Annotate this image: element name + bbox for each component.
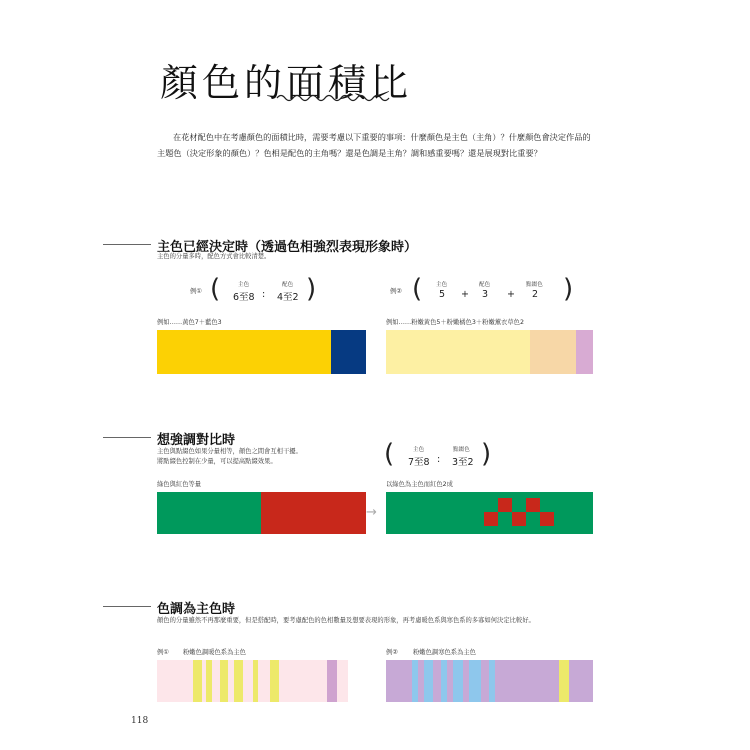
stripe-blue <box>469 660 481 702</box>
color-ratio-bar-yellow-blue <box>157 330 366 374</box>
ratio-header-main: 主色 <box>238 282 250 288</box>
color-ratio-bar-green-red-equal <box>157 492 366 534</box>
swatch-caption: 例如……粉嫩黃色5＋粉嫩橘色3＋粉嫩薰衣草色2 <box>386 319 524 326</box>
section1-title: 主色已經決定時（透過色相強烈表現形象時） <box>157 240 418 255</box>
section3-title: 色調為主色時 <box>157 602 236 617</box>
intro-paragraph: 在花材配色中在考慮顏色的面積比時，需要考慮以下重要的事項：什麼顏色是主色（主角）？什麼顏色會決定作品的主題色（決定形象的顏色）？色相是配色的主角嗎？還是色調是主角？調和感重要嗎？還是展現對比重要？ <box>157 132 591 158</box>
swatch-red <box>261 492 366 534</box>
ratio-plus: + <box>507 289 515 300</box>
ratio-header-main: 主色 <box>413 447 425 453</box>
stripe-yellow <box>193 660 202 702</box>
stripe-example2-label: 例② <box>386 649 398 656</box>
red-accent-square <box>540 512 554 526</box>
stripe-yellow <box>270 660 279 702</box>
ratio-value-sub: 3 <box>482 289 489 300</box>
title-wave-underline <box>276 92 390 104</box>
ratio-open-paren: ( <box>412 274 423 304</box>
red-accent-square <box>498 498 512 512</box>
stripe-example1-caption: 粉嫩色調暖色系為主色 <box>183 649 246 656</box>
stripe-pink <box>337 660 348 702</box>
arrow-right-icon: → <box>366 505 377 520</box>
ratio-value-accent: 3至2 <box>452 457 474 468</box>
stripe-pink <box>212 660 220 702</box>
stripe-blue <box>424 660 433 702</box>
red-accent-square <box>484 512 498 526</box>
ratio-header-sub: 配色 <box>479 282 491 288</box>
section-divider <box>103 244 151 245</box>
swatch-caption: 以綠色為主色而紅色2成 <box>386 481 453 488</box>
swatch-caption: 例如……黃色7＋藍色3 <box>157 319 222 326</box>
swatch-pale-yellow <box>386 330 530 374</box>
ratio-value-main: 5 <box>439 289 446 300</box>
swatch-blue <box>331 330 366 374</box>
stripe-pink <box>279 660 327 702</box>
stripe-bar-cool <box>386 660 593 702</box>
ratio-value-main: 6至8 <box>233 292 255 303</box>
ratio-example1-label: 例① <box>190 288 202 295</box>
stripe-purple <box>327 660 337 702</box>
ratio-separator: : <box>262 289 266 300</box>
ratio-open-paren: ( <box>210 274 221 304</box>
stripe-pink <box>157 660 193 702</box>
stripe-violet <box>386 660 412 702</box>
ratio-close-paren: ) <box>481 439 492 469</box>
red-checker-pattern <box>386 492 593 534</box>
color-ratio-bar-pastel <box>386 330 593 374</box>
section1-subtitle: 主色的分量多時，配色方式會比較清楚。 <box>157 253 271 260</box>
ratio-open-paren: ( <box>384 439 395 469</box>
ratio-value-sub: 4至2 <box>277 292 299 303</box>
stripe-violet <box>495 660 559 702</box>
red-accent-square <box>512 512 526 526</box>
ratio-separator: : <box>437 454 441 465</box>
stripe-blue <box>453 660 463 702</box>
stripe-violet <box>569 660 593 702</box>
stripe-yellow <box>559 660 569 702</box>
red-accent-square <box>526 498 540 512</box>
section2-desc-line2: 將點綴色控制在少量，可以提高點綴效果。 <box>157 458 277 465</box>
ratio-example2-label: 例② <box>390 288 402 295</box>
swatch-caption: 綠色與紅色等量 <box>157 481 202 488</box>
section3-desc: 顏色的分量雖然不再那麼重要，但是搭配時，要考慮配色的色相數量及想要表現的形象，再考慮暖色系與寒色系的多寡如何決定比較好。 <box>157 617 535 624</box>
swatch-yellow <box>157 330 331 374</box>
stripe-pink <box>258 660 270 702</box>
ratio-close-paren: ) <box>306 274 317 304</box>
stripe-yellow <box>234 660 243 702</box>
swatch-lavender <box>576 330 593 374</box>
ratio-header-main: 主色 <box>436 282 448 288</box>
section2-desc-line1: 主色與點綴色如果分量相等，顏色之間會互相干擾。 <box>157 448 302 455</box>
ratio-header-accent: 點綴色 <box>453 447 470 453</box>
stripe-yellow <box>220 660 228 702</box>
ratio-close-paren: ) <box>563 274 574 304</box>
ratio-header-accent: 點綴色 <box>526 282 543 288</box>
stripe-example1-label: 例① <box>157 649 169 656</box>
section-divider <box>103 606 151 607</box>
color-ratio-bar-green-red-accent <box>386 492 593 534</box>
swatch-peach <box>530 330 576 374</box>
section-divider <box>103 437 151 438</box>
stripe-pink <box>243 660 253 702</box>
ratio-value-accent: 2 <box>532 289 539 300</box>
ratio-plus: + <box>461 289 469 300</box>
stripe-violet <box>433 660 441 702</box>
page-title: 顏色的面積比 <box>160 61 413 105</box>
section2-title: 想強調對比時 <box>157 433 236 448</box>
page-number: 118 <box>131 716 149 726</box>
stripe-example2-caption: 粉嫩色調寒色系為主色 <box>413 649 476 656</box>
stripe-bar-warm <box>157 660 348 702</box>
stripe-violet <box>481 660 489 702</box>
ratio-value-main: 7至8 <box>408 457 430 468</box>
ratio-header-sub: 配色 <box>282 282 294 288</box>
swatch-green <box>157 492 261 534</box>
